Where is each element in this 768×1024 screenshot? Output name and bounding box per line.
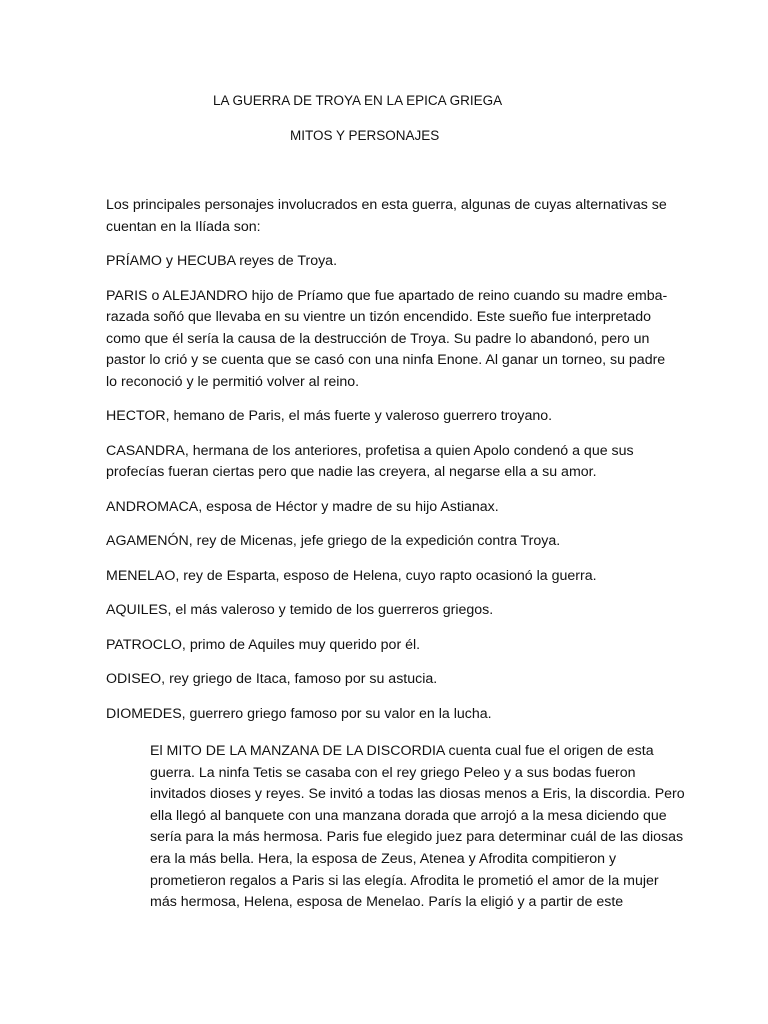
indented-paragraph-line: era la más bella. Hera, la esposa de Zeus, Atenea y Afrodita compitieron y [150,850,617,867]
paragraph-line: AGAMENÓN, rey de Micenas, jefe griego de la expedición contra Troya. [106,533,561,549]
paragraph-line: PATROCLO, primo de Aquiles muy querido por él. [106,636,421,653]
indented-paragraph-line: prometieron regalos a Paris si las elegía. Afrodita le prometió el amor de la mujer [150,872,659,889]
paragraph-line: razada soñó que llevaba en su vientre un tizón encendido. Este sueño fue interpretado [106,309,652,325]
indented-paragraph-line: invitados dioses y reyes. Se invitó a todas las diosas menos a Eris, la discordia. Pero [150,786,685,803]
paragraph-line: DIOMEDES, guerrero griego famoso por su valor en la lucha. [106,705,492,722]
paragraph [106,635,666,657]
indented-paragraph-line: más hermosa, Helena, esposa de Menelao. París la eligió y a partir de este [150,894,624,911]
paragraph [106,669,666,691]
paragraph-line: MENELAO, rey de Esparta, esposo de Helena, cuyo rapto ocasionó la guerra. [106,567,597,584]
indented-paragraph-line: El MITO DE LA MANZANA DE LA DISCORDIA cuenta cual fue el origen de esta [150,743,654,759]
paragraph-line: ODISEO, rey griego de Itaca, famoso por su astucia. [106,671,438,687]
indented-paragraph-line: sería para la más hermosa. Paris fue elegido juez para determinar cuál de las diosas [150,829,684,846]
document-title: LA GUERRA DE TROYA EN LA EPICA GRIEGA [213,93,503,108]
paragraph [106,600,666,622]
paragraph [106,704,666,726]
paragraph [106,441,666,484]
indented-paragraph-line: ella llegó al banquete con una manzana dorada que arrojó a la mesa diciendo que [150,807,667,824]
paragraph-line: CASANDRA, hermana de los anteriores, profetisa a quien Apolo condenó a que sus [106,442,634,459]
paragraph [106,286,666,394]
paragraph-line: como que él sería la causa de la destrucción de Troya. Su padre lo abandonó, pero un [106,330,650,347]
paragraph-line: pastor lo crió y se cuenta que se casó con una ninfa Enone. Al ganar un torneo, su padre [106,352,666,368]
document-subtitle: MITOS Y PERSONAJES [290,128,440,143]
paragraph [106,497,666,519]
paragraph [106,531,666,553]
paragraph-line: PRÍAMO y HECUBA reyes de Troya. [106,253,338,269]
indented-paragraph [150,741,685,914]
paragraph-line: profecías fueran ciertas pero que nadie las creyera, al negarse ella a su amor. [106,464,597,480]
paragraph-line: AQUILES, el más valeroso y temido de los guerreros griegos. [106,602,494,618]
paragraph-line: cuentan en la Ilíada son: [106,218,261,235]
paragraph [106,251,666,273]
paragraph-line: PARIS o ALEJANDRO hijo de Príamo que fue apartado de reino cuando su madre emba- [106,287,668,304]
paragraph [106,406,666,428]
document-body [106,195,666,738]
paragraph-line: HECTOR, hemano de Paris, el más fuerte y valeroso guerrero troyano. [106,408,553,424]
paragraph [106,566,666,588]
paragraph-line: Los principales personajes involucrados en esta guerra, algunas de cuyas alternativas se [106,197,667,213]
indented-paragraph-line: guerra. La ninfa Tetis se casaba con el rey griego Peleo y a sus bodas fueron [150,764,636,781]
paragraph-line: ANDROMACA, esposa de Héctor y madre de su hijo Astianax. [106,498,499,515]
paragraph [106,195,666,238]
paragraph-line: lo reconoció y le permitió volver al reino. [106,373,360,390]
